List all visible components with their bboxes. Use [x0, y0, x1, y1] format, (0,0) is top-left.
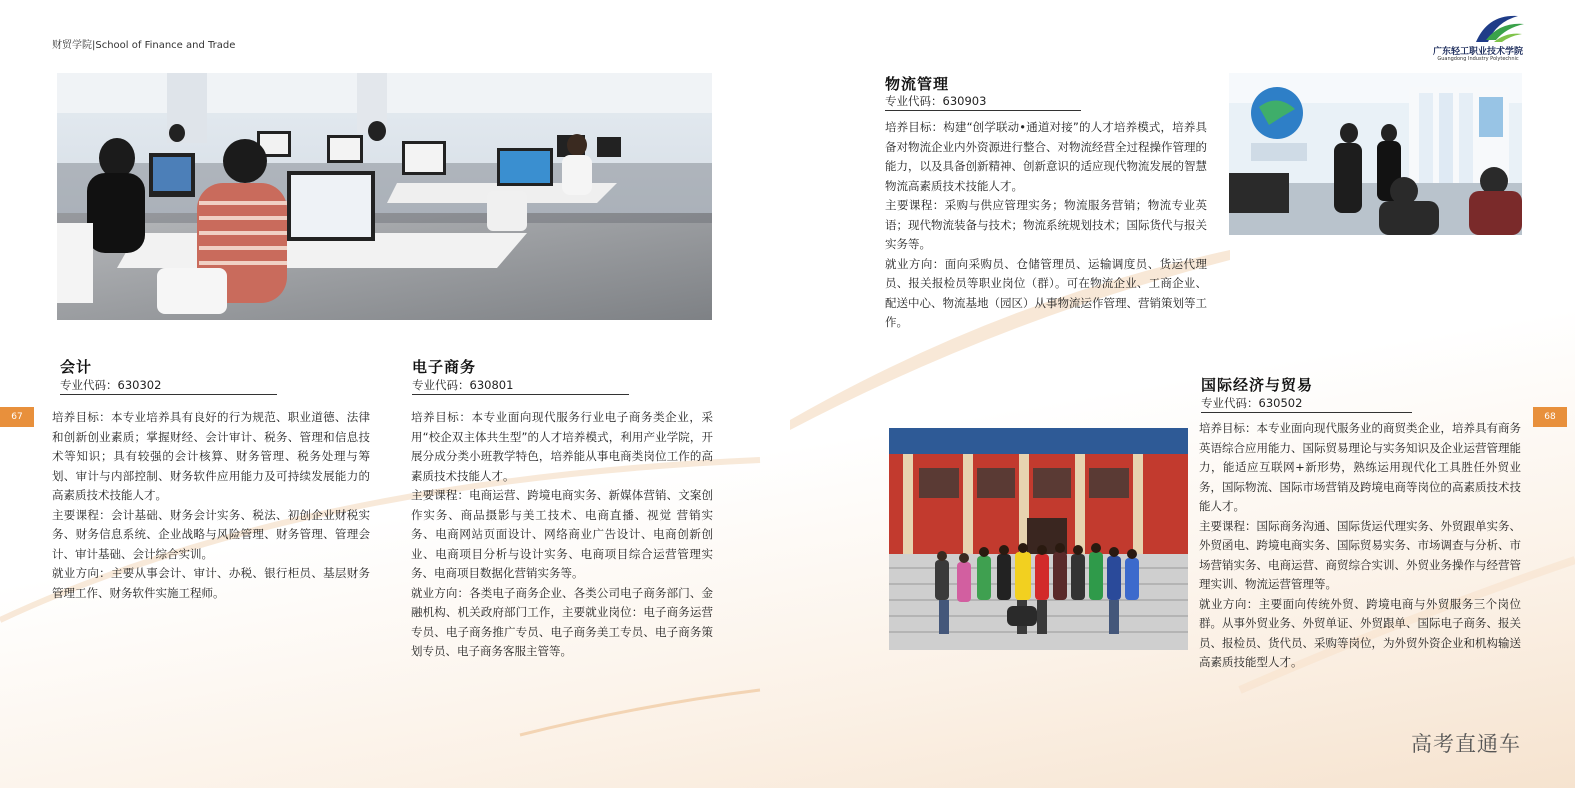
page-number-left: 67 — [0, 407, 34, 427]
accounting-body — [52, 408, 370, 603]
group-photo — [889, 428, 1188, 650]
header-college-name: 财贸学院|School of Finance and Trade — [52, 40, 236, 51]
trade-jobs: 就业方向：主要面向传统外贸、跨境电商与外贸服务三个岗位群。从事外贸业务、外贸单证、外贸跟单、国际电子商务、报关员、报检员、货代员、采购等岗位，为外贸外资企业和机构输送高素质技能型人才。 — [1199, 596, 1521, 669]
ecommerce-goal: 培养目标：本专业面向现代服务行业电子商务类企业，采用“校企双主体共生型”的人才培养模式，利用产业学院，开展分成分类小班教学特色，培养能从事电商类岗位工作的高素质技术技能人才。 — [411, 410, 713, 483]
logo-name: 广东轻工职业技术学院 — [1432, 47, 1523, 57]
logistics-body — [885, 118, 1207, 333]
trade-courses: 主要课程：国际商务沟通、国际货运代理实务、外贸跟单实务、外贸函电、跨境电商实务、国际贸易实务、市场调查与分析、市场营销实务、电商运营、商贸综合实训、外贸业务操作与经营管理实训、物流运营管理等。 — [1199, 518, 1521, 591]
ecommerce-body — [411, 408, 713, 662]
logistics-code: 专业代码：630903 — [885, 93, 1081, 111]
accounting-goal: 培养目标：本专业培养具有良好的行为规范、职业道德、法律和创新创业素质；掌握财经、会计审计、税务、管理和信息技术等知识；具有较强的会计核算、财务管理、税务处理与筹划、审计与内部控制、财务软件应用能力及可持续发展能力的高素质技术技能人才。 — [52, 410, 370, 502]
watermark: 高考直通车 — [1411, 732, 1521, 756]
logistics-jobs: 就业方向：面向采购员、仓储管理员、运输调度员、货运代理员、报关报检员等职业岗位（群）。可在物流企业、工商企业、配送中心、物流基地（园区）从事物流运作管理、营销策划等工作。 — [885, 256, 1207, 329]
page-number-right: 68 — [1533, 407, 1567, 427]
trade-body — [1199, 419, 1521, 673]
logistics-goal: 培养目标：构建“创学联动•通道对接”的人才培养模式，培养具备对物流企业内外资源进行整合、对物流经营全过程操作管理的能力，以及具备创新精神、创新意识的适应现代物流发展的智慧物流高素质技术技能人才。 — [885, 120, 1207, 193]
accounting-title: 会计 — [60, 358, 93, 376]
trade-code: 专业代码：630502 — [1201, 395, 1412, 413]
logistics-title: 物流管理 — [885, 75, 950, 93]
ecommerce-courses: 主要课程：电商运营、跨境电商实务、新媒体营销、文案创作实务、商品摄影与美工技术、电商直播、视觉 营销实务、电商网站页面设计、网络商业广告设计、电商创新创业、电商项目分析与设计实务、电商项目综合运营管理实务、电商项目数据化营销实务等。 — [411, 488, 713, 580]
trade-goal: 培养目标：本专业面向现代服务业的商贸类企业，培养具有商务英语综合应用能力、国际贸易理论与实务知识及企业运营管理能力，能适应互联网+新形势，熟练运用现代化工具胜任外贸业务，国际物流、国际市场营销及跨境电商等岗位的高素质技术技能人才。 — [1199, 421, 1521, 513]
ecommerce-jobs: 就业方向：各类电子商务企业、各类公司电子商务部门、金融机构、机关政府部门工作，主要就业岗位：电子商务运营专员、电子商务推广专员、电子商务美工专员、电子商务策划专员、电子商务客服主管等。 — [411, 585, 713, 658]
logistics-courses: 主要课程：采购与供应管理实务；物流服务营销；物流专业英语；现代物流装备与技术；物流系统规划技术；国际货代与报关实务等。 — [885, 198, 1207, 251]
computer-lab-photo — [57, 73, 712, 320]
logistics-lab-photo — [1229, 73, 1522, 235]
logo-bird-icon — [1466, 12, 1526, 46]
ecommerce-title: 电子商务 — [412, 358, 477, 376]
logo-english-name: Guangdong Industry Polytechnic — [1437, 56, 1519, 62]
accounting-courses: 主要课程：会计基础、财务会计实务、税法、初创企业财税实务、财务信息系统、企业战略与风险管理、财务管理、管理会计、审计基础、会计综合实训。 — [52, 507, 370, 561]
college-logo — [1428, 12, 1528, 62]
accounting-jobs: 就业方向：主要从事会计、审计、办税、银行柜员、基层财务管理工作、财务软件实施工程师。 — [52, 566, 370, 600]
accounting-code: 专业代码：630302 — [60, 377, 277, 395]
trade-title: 国际经济与贸易 — [1201, 376, 1314, 394]
ecommerce-code: 专业代码：630801 — [412, 377, 629, 395]
